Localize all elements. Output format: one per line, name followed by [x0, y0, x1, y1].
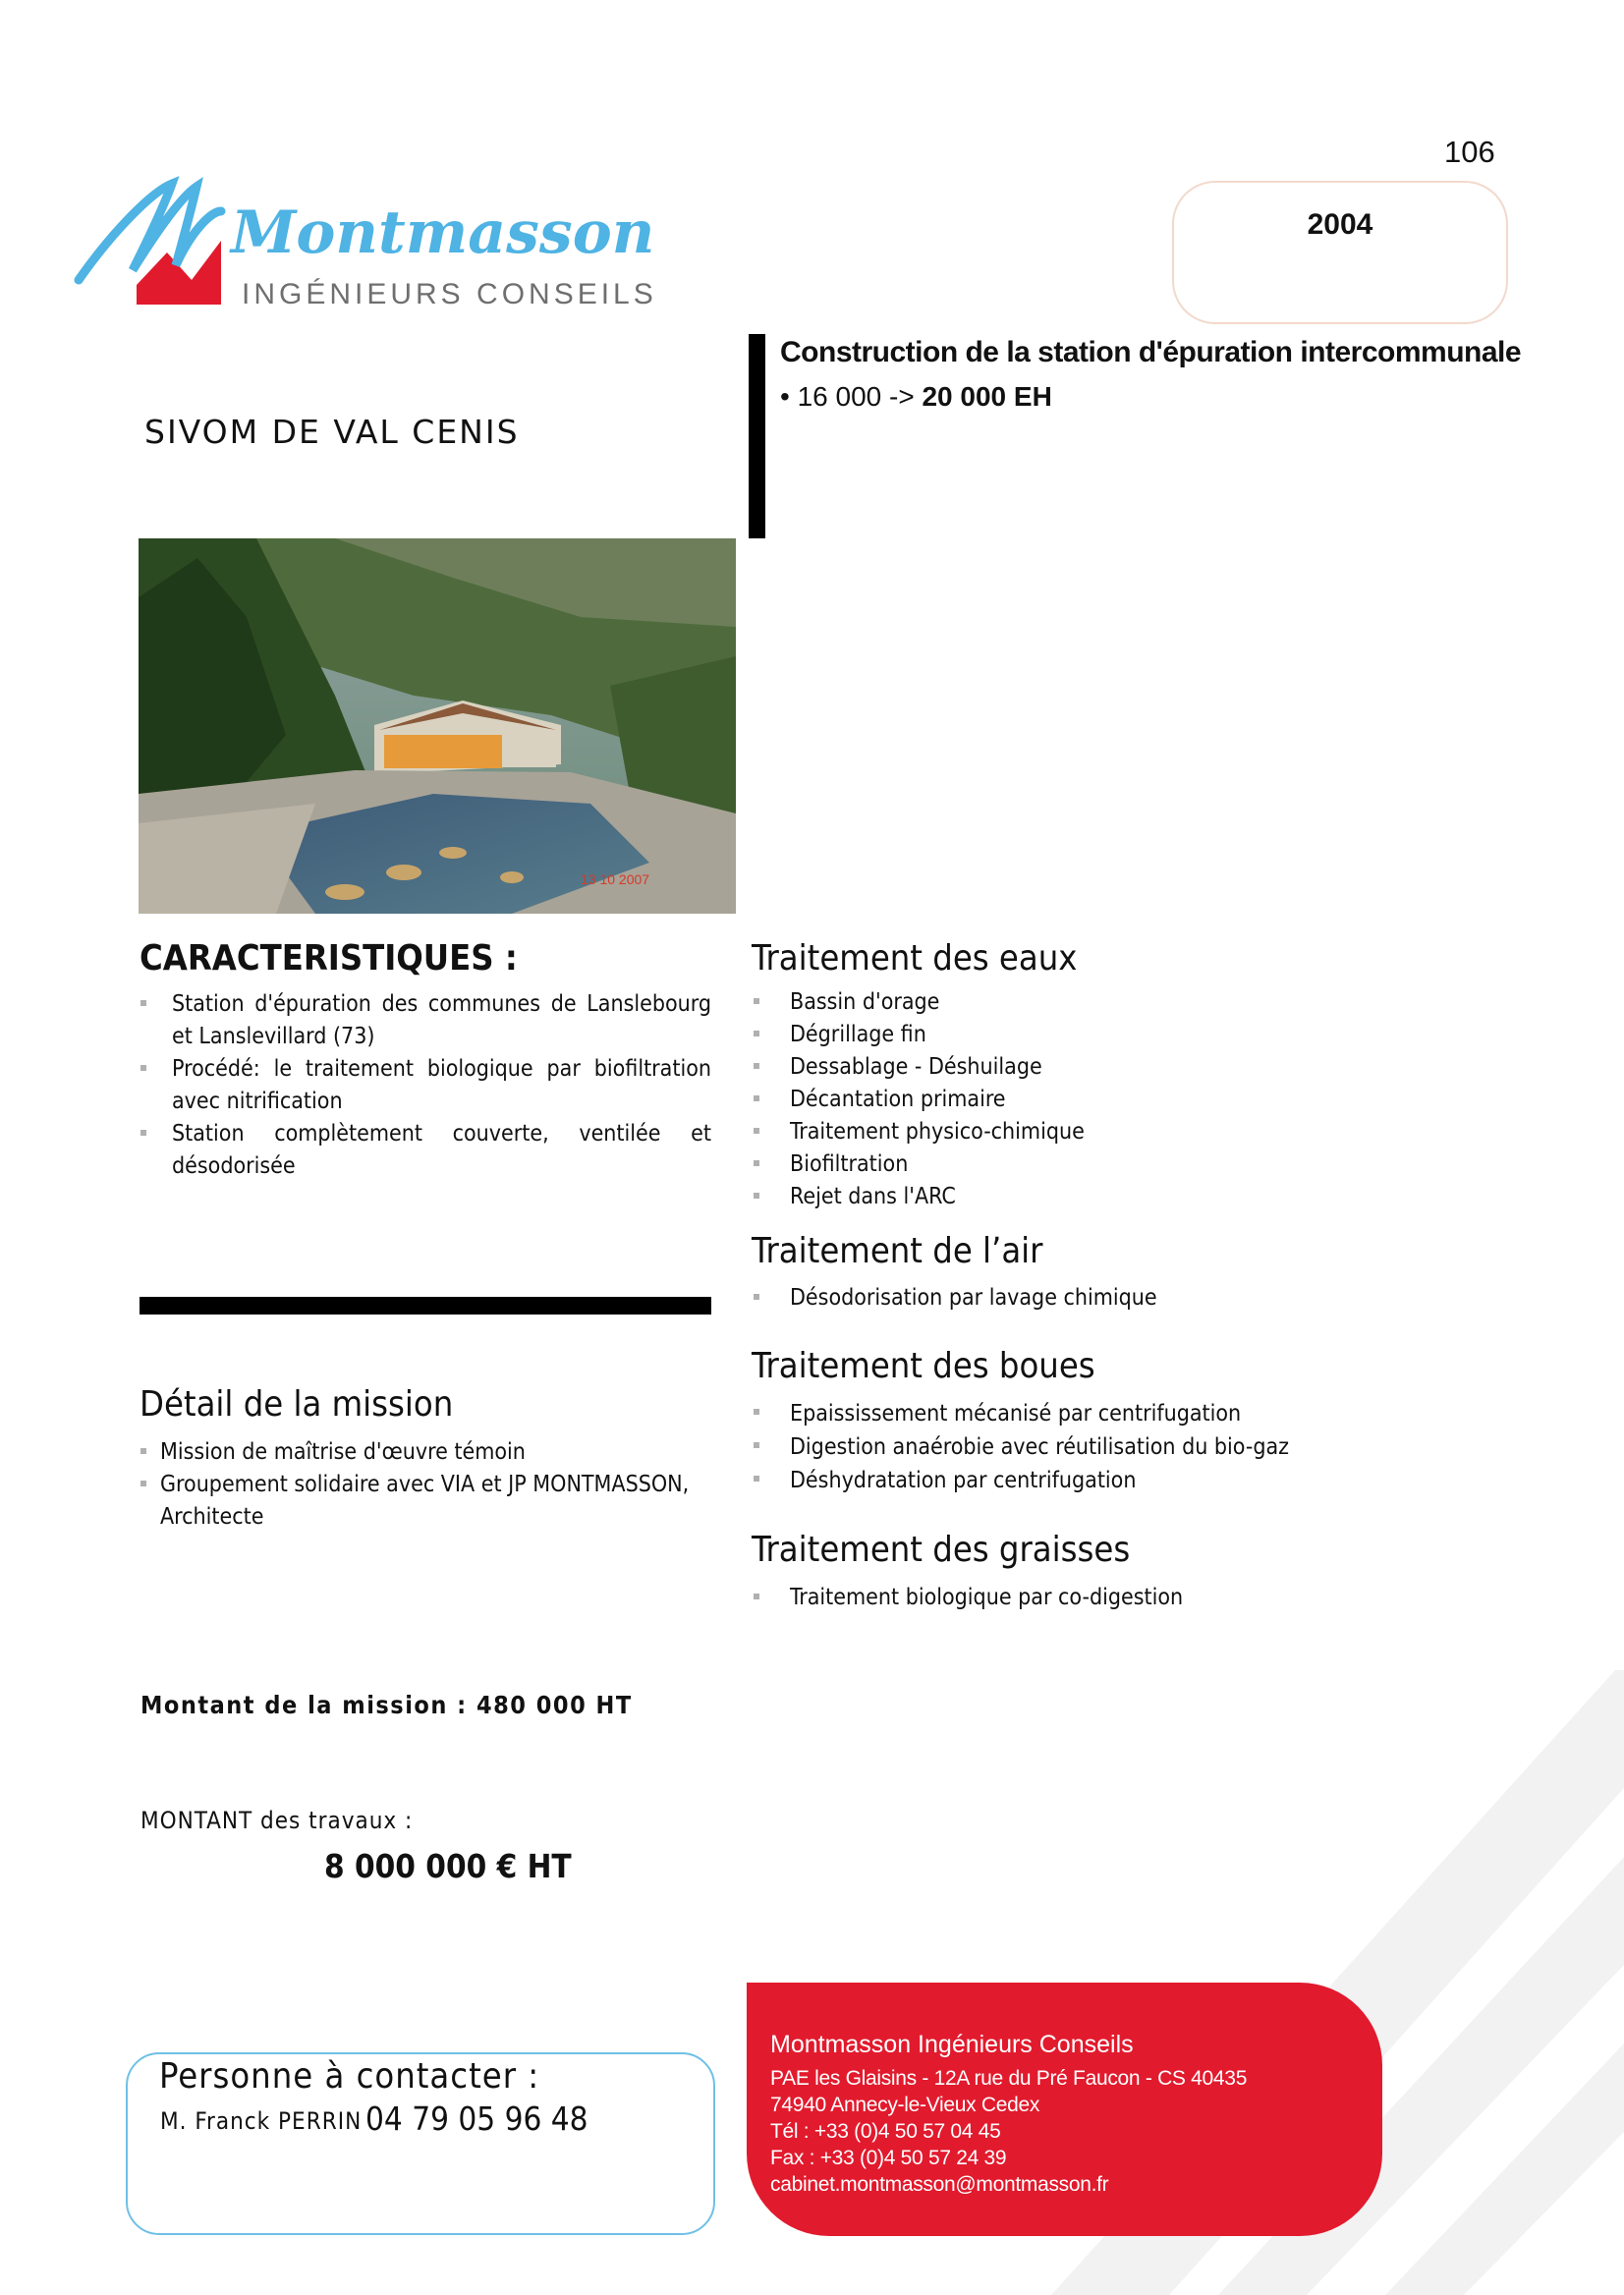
section-divider — [140, 1297, 711, 1315]
graisses-heading: Traitement des graisses — [752, 1530, 1131, 1570]
list-item: Mission de maîtrise d'œuvre témoin — [139, 1436, 711, 1469]
mission-amount: Montant de la mission : 480 000 HT — [140, 1691, 633, 1719]
logo-subtitle: INGÉNIEURS CONSEILS — [242, 278, 657, 310]
mission-heading: Détail de la mission — [140, 1384, 454, 1425]
eaux-list — [751, 986, 1517, 1213]
footer-address-line-2: 74940 Annecy-le-Vieux Cedex — [770, 2094, 1040, 2116]
project-year: 2004 — [1307, 208, 1373, 241]
footer-fax: Fax : +33 (0)4 50 57 24 39 — [770, 2147, 1007, 2169]
boues-heading: Traitement des boues — [752, 1346, 1095, 1386]
mission-list — [139, 1436, 711, 1534]
caracteristiques-list — [139, 988, 711, 1183]
project-capacity: • 16 000 -> 20 000 EH — [780, 381, 1052, 412]
footer-email[interactable]: cabinet.montmasson@montmasson.fr — [770, 2173, 1109, 2196]
list-item: Traitement physico-chimique — [751, 1116, 1517, 1148]
list-item: Station d'épuration des communes de Lanslebourg et Lanslevillard (73) — [139, 988, 711, 1053]
boues-list — [751, 1397, 1517, 1497]
list-item: Station complètement couverte, ventilée et désodorisée — [139, 1118, 711, 1183]
contact-name: M. Franck PERRIN — [160, 2107, 363, 2135]
footer-tel: Tél : +33 (0)4 50 57 04 45 — [770, 2120, 1001, 2143]
client-name: SIVOM DE VAL CENIS — [144, 413, 520, 451]
footer-company: Montmasson Ingénieurs Conseils — [770, 2031, 1134, 2058]
list-item: Digestion anaérobie avec réutilisation du bio-gaz — [751, 1430, 1517, 1464]
photo-date-stamp: 13 10 2007 — [581, 871, 650, 887]
list-item: Rejet dans l'ARC — [751, 1181, 1517, 1213]
list-item: Bassin d'orage — [751, 986, 1517, 1019]
list-item: Biofiltration — [751, 1148, 1517, 1181]
travaux-label: MONTANT des travaux : — [140, 1807, 414, 1834]
plant-photo — [139, 538, 736, 914]
list-item: Décantation primaire — [751, 1084, 1517, 1116]
list-item: Dessablage - Déshuilage — [751, 1051, 1517, 1084]
logo-script: Montmasson — [231, 198, 655, 267]
travaux-value: 8 000 000 € HT — [324, 1847, 572, 1885]
list-item: Procédé: le traitement biologique par biofiltration avec nitrification — [139, 1053, 711, 1118]
list-item: Groupement solidaire avec VIA et JP MONTMASSON, Architecte — [139, 1469, 711, 1534]
graisses-list — [751, 1582, 1517, 1614]
contact-phone[interactable]: 04 79 05 96 48 — [365, 2099, 588, 2138]
list-item: Désodorisation par lavage chimique — [751, 1282, 1517, 1315]
year-box — [1172, 181, 1508, 324]
list-item: Dégrillage fin — [751, 1019, 1517, 1051]
project-title: Construction de la station d'épuration intercommunale — [780, 336, 1522, 368]
footer-address-line-1: PAE les Glaisins - 12A rue du Pré Faucon - CS 40435 — [770, 2067, 1248, 2090]
list-item: Déshydratation par centrifugation — [751, 1464, 1517, 1497]
air-list — [751, 1282, 1517, 1315]
air-heading: Traitement de l’air — [752, 1231, 1043, 1271]
contact-title: Personne à contacter : — [159, 2056, 540, 2097]
list-item: Traitement biologique par co-digestion — [751, 1582, 1517, 1614]
caracteristiques-heading: CARACTERISTIQUES : — [140, 938, 518, 979]
project-vertical-bar — [749, 334, 765, 538]
eaux-heading: Traitement des eaux — [752, 938, 1078, 979]
list-item: Epaississement mécanisé par centrifugation — [751, 1397, 1517, 1430]
page-number: 106 — [1444, 135, 1495, 169]
